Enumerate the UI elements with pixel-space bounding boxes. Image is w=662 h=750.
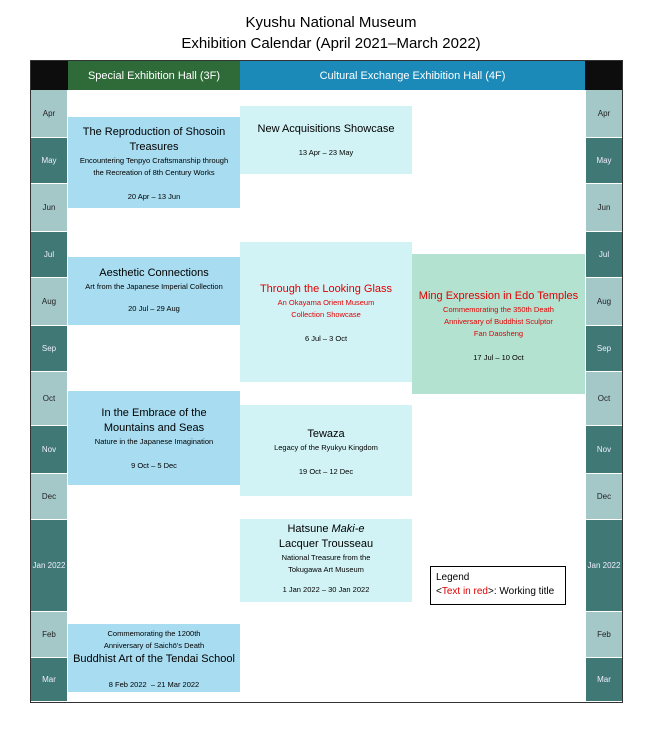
month-left-dec: Dec [31,474,67,520]
special-exhibition-aesthetic-connections[interactable] [68,257,240,325]
exhibition-subtitle: Commemorating the 350th Death Anniversary of Buddhist Sculptor Fan Daosheng [443,305,554,338]
exhibition-title: Tewaza [307,428,345,440]
month-left-mar: Mar [31,658,67,702]
exhibition-title-line2: Lacquer Trousseau [278,538,374,550]
month-right-may: May [586,138,622,184]
exhibition-dates: 13 Apr – 23 May [298,148,354,157]
exhibition-title [287,522,364,537]
month-right-jan: Jan 2022 [586,520,622,612]
special-exhibition-tendai-school[interactable] [68,624,240,692]
exhibition-subtitle: Art from the Japanese Imperial Collection [85,282,223,291]
exhibition-title: New Acquisitions Showcase [257,123,395,135]
header-corner-right [585,61,622,90]
cultural-exhibition-hatsune-maki-e[interactable] [240,519,412,602]
month-right-jul: Jul [586,232,622,278]
header-special-hall: Special Exhibition Hall (3F) [68,61,240,90]
month-right-oct: Oct [586,372,622,426]
month-right-feb: Feb [586,612,622,658]
legend-description: : Working title [493,586,555,597]
calendar-title-line1: Kyushu National Museum [245,14,417,31]
exhibition-dates: 20 Jul – 29 Aug [128,304,180,313]
legend-sample-open: < [436,586,442,597]
exhibition-title: Ming Expression in Edo Temples [418,290,579,302]
month-right-mar: Mar [586,658,622,702]
cultural-exhibition-looking-glass[interactable] [240,242,412,382]
legend-sample-text: Text in red [441,586,488,597]
exhibition-dates: 20 Apr – 13 Jun [127,192,181,201]
exhibition-dates: 1 Jan 2022 – 30 Jan 2022 [282,585,370,594]
month-left-oct: Oct [31,372,67,426]
month-right-apr: Apr [586,90,622,138]
month-left-nov: Nov [31,426,67,474]
exhibition-title: Aesthetic Connections [99,267,209,279]
legend-title: Legend [436,572,470,583]
exhibition-dates: 9 Oct – 5 Dec [131,461,177,470]
exhibition-dates: 19 Oct – 12 Dec [298,467,354,476]
header-corner-left [31,61,68,90]
exhibition-subtitle: Encountering Tenpyo Craftsmanship through the Recreation of 8th Century Works [79,156,229,177]
exhibition-subtitle: An Okayama Orient Museum Collection Showcase [277,298,375,319]
legend-sample-close: > [487,586,494,597]
exhibition-pretitle: Commemorating the 1200th Anniversary of Saichō’s Death [103,629,205,650]
month-left-jan: Jan 2022 [31,520,67,612]
calendar-title-line2: Exhibition Calendar (April 2021–March 2022) [181,35,481,52]
month-left-aug: Aug [31,278,67,326]
exhibition-title: In the Embrace of the Mountains and Seas [101,407,207,434]
exhibition-subtitle: Nature in the Japanese Imagination [94,437,214,446]
exhibition-title-plain: Hatsune [287,523,332,535]
special-exhibition-shosoin[interactable] [68,117,240,208]
exhibition-dates: 17 Jul – 10 Oct [473,353,524,362]
header-cultural-hall: Cultural Exchange Exhibition Hall (4F) [240,61,585,90]
exhibition-title: Through the Looking Glass [259,283,393,295]
month-right-jun: Jun [586,184,622,232]
exhibition-dates: 8 Feb 2022 – 21 Mar 2022 [108,680,200,689]
exhibition-dates: 6 Jul – 3 Oct [304,334,348,343]
cultural-exhibition-new-acquisitions[interactable] [240,106,412,174]
legend-box [430,566,566,605]
month-right-nov: Nov [586,426,622,474]
exhibition-title: Buddhist Art of the Tendai School [73,653,235,665]
cultural-exhibition-ming-expression[interactable] [412,254,585,394]
month-right-sep: Sep [586,326,622,372]
month-right-aug: Aug [586,278,622,326]
special-exhibition-mountains-and-seas[interactable] [68,391,240,485]
month-left-jul: Jul [31,232,67,278]
cultural-exhibition-tewaza[interactable] [240,405,412,496]
legend-row [436,585,560,599]
month-left-may: May [31,138,67,184]
month-left-apr: Apr [31,90,67,138]
month-right-dec: Dec [586,474,622,520]
exhibition-subtitle: National Treasure from the Tokugawa Art Museum [281,553,371,574]
month-left-sep: Sep [31,326,67,372]
month-left-feb: Feb [31,612,67,658]
exhibition-title-italic: Maki-e [331,523,365,535]
exhibition-subtitle: Legacy of the Ryukyu Kingdom [274,443,378,452]
month-left-jun: Jun [31,184,67,232]
exhibition-title: The Reproduction of Shosoin Treasures [82,126,226,153]
